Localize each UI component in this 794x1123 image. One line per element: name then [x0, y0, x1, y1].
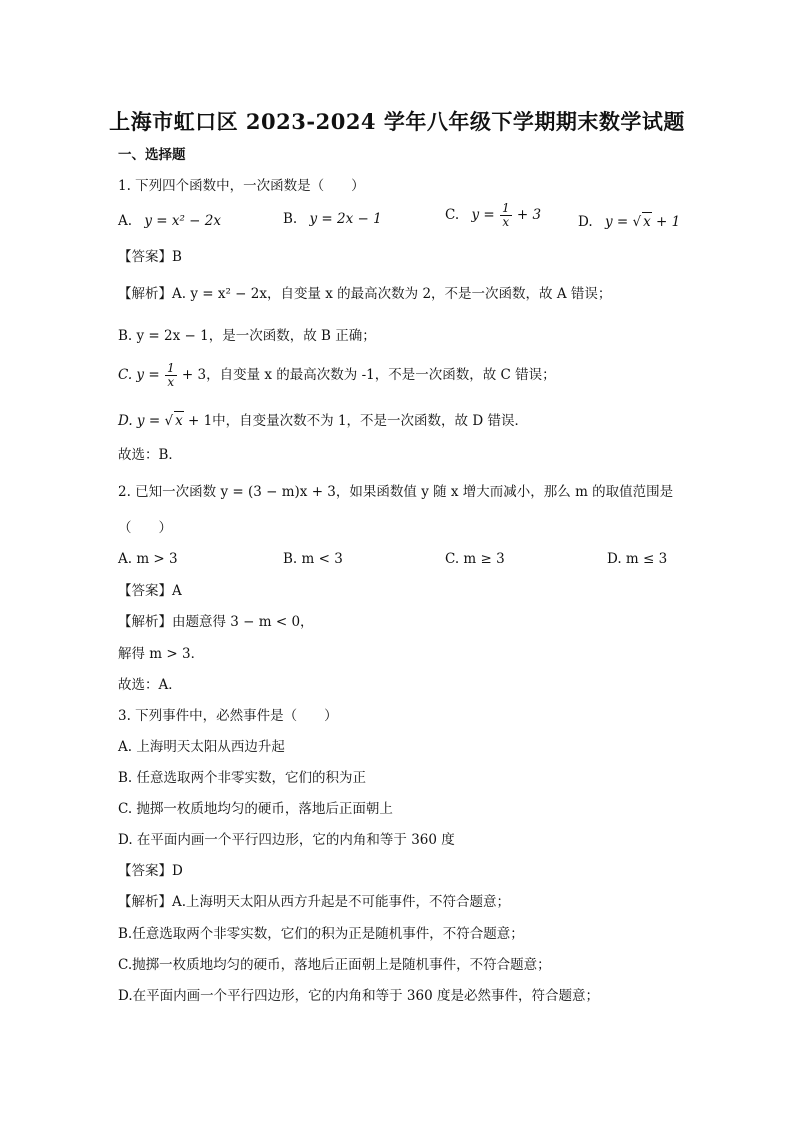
q3-explanation-d: D.在平面内画一个平行四边形，它的内角和等于 360 度是必然事件，符合题意；: [118, 988, 599, 1004]
question-1-stem: 1. 下列四个函数中，一次函数是（ ）: [118, 178, 365, 194]
q3-answer: 【答案】D: [118, 863, 183, 879]
q2-answer: 【答案】A: [118, 583, 182, 599]
q2-option-c: C. m ≥ 3: [445, 551, 505, 567]
sqrt-icon: √: [632, 214, 642, 230]
fraction: [165, 362, 177, 389]
option-label: A.: [118, 213, 133, 229]
fraction-denominator: x: [167, 375, 175, 389]
explanation-text: + 3，自变量 x 的最高次数为 -1，不是一次函数，故 C 错误；: [181, 367, 556, 383]
q3-option-d: D. 在平面内画一个平行四边形，它的内角和等于 360 度: [118, 832, 455, 848]
sqrt-icon: √: [164, 413, 174, 429]
question-2-stem-continued: （ ）: [118, 520, 172, 536]
q2-explanation-1: 【解析】由题意得 3 − m < 0，: [118, 614, 314, 630]
question-2-stem: 2. 已知一次函数 y = (3 − m)x + 3，如果函数值 y 随 x 增大而减小，那么 m 的取值范围是: [118, 484, 674, 500]
option-formula: y =: [471, 207, 495, 223]
explanation-text: + 1中，自变量次数不为 1，不是一次函数，故 D 错误．: [187, 413, 528, 429]
option-label: D.: [578, 214, 593, 230]
q1-option-a: [118, 212, 221, 230]
radicand: x: [643, 214, 651, 230]
q2-explanation-2: 解得 m > 3．: [118, 646, 205, 662]
q1-explanation-a: 【解析】A. y = x² − 2x，自变量 x 的最高次数为 2，不是一次函数，故 A 错误；: [118, 286, 612, 302]
option-formula: y =: [604, 214, 629, 230]
option-formula: y = x² − 2x: [144, 213, 221, 229]
q3-option-b: B. 任意选取两个非零实数，它们的积为正: [118, 770, 367, 786]
fraction-denominator: x: [502, 215, 510, 229]
q1-explanation-c: [118, 362, 556, 389]
q1-option-c: [445, 202, 541, 229]
option-formula-tail: + 3: [516, 207, 542, 223]
fraction-numerator: 1: [501, 201, 510, 215]
page-title: 上海市虹口区 2023-2024 学年八年级下学期期末数学试题: [109, 109, 685, 134]
q1-explanation-b: B. y = 2x − 1，是一次函数，故 B 正确；: [118, 328, 376, 344]
q3-option-a: A. 上海明天太阳从西边升起: [118, 739, 285, 755]
q1-conclusion: 故选：B．: [118, 447, 182, 463]
option-formula: y = 2x − 1: [309, 211, 382, 227]
q2-option-d: D. m ≤ 3: [607, 551, 668, 567]
fraction: [500, 202, 512, 229]
q1-option-b: [283, 210, 382, 228]
q3-explanation-b: B.任意选取两个非零实数，它们的积为正是随机事件，不符合题意；: [118, 926, 524, 942]
option-formula-tail: + 1: [656, 214, 681, 230]
q1-explanation-d: [118, 411, 528, 430]
q1-answer: 【答案】B: [118, 249, 182, 265]
explanation-formula: D. y =: [118, 413, 161, 429]
q3-option-c: C. 抛掷一枚质地均匀的硬币，落地后正面朝上: [118, 801, 393, 817]
q2-option-a: A. m > 3: [118, 551, 178, 567]
option-label: C.: [445, 207, 460, 223]
q3-explanation-a: 【解析】A.上海明天太阳从西方升起是不可能事件，不符合题意；: [118, 894, 511, 910]
option-label: B.: [283, 211, 298, 227]
q2-option-b: B. m < 3: [283, 551, 343, 567]
q2-conclusion: 故选：A．: [118, 677, 182, 693]
fraction-numerator: 1: [166, 361, 175, 375]
q3-explanation-c: C.抛掷一枚质地均匀的硬币，落地后正面朝上是随机事件，不符合题意；: [118, 957, 551, 973]
section-heading: 一、选择题: [118, 147, 186, 163]
explanation-formula: C. y =: [118, 367, 160, 383]
radicand: x: [175, 413, 183, 429]
q1-option-d: [578, 212, 680, 231]
question-3-stem: 3. 下列事件中，必然事件是（ ）: [118, 708, 338, 724]
